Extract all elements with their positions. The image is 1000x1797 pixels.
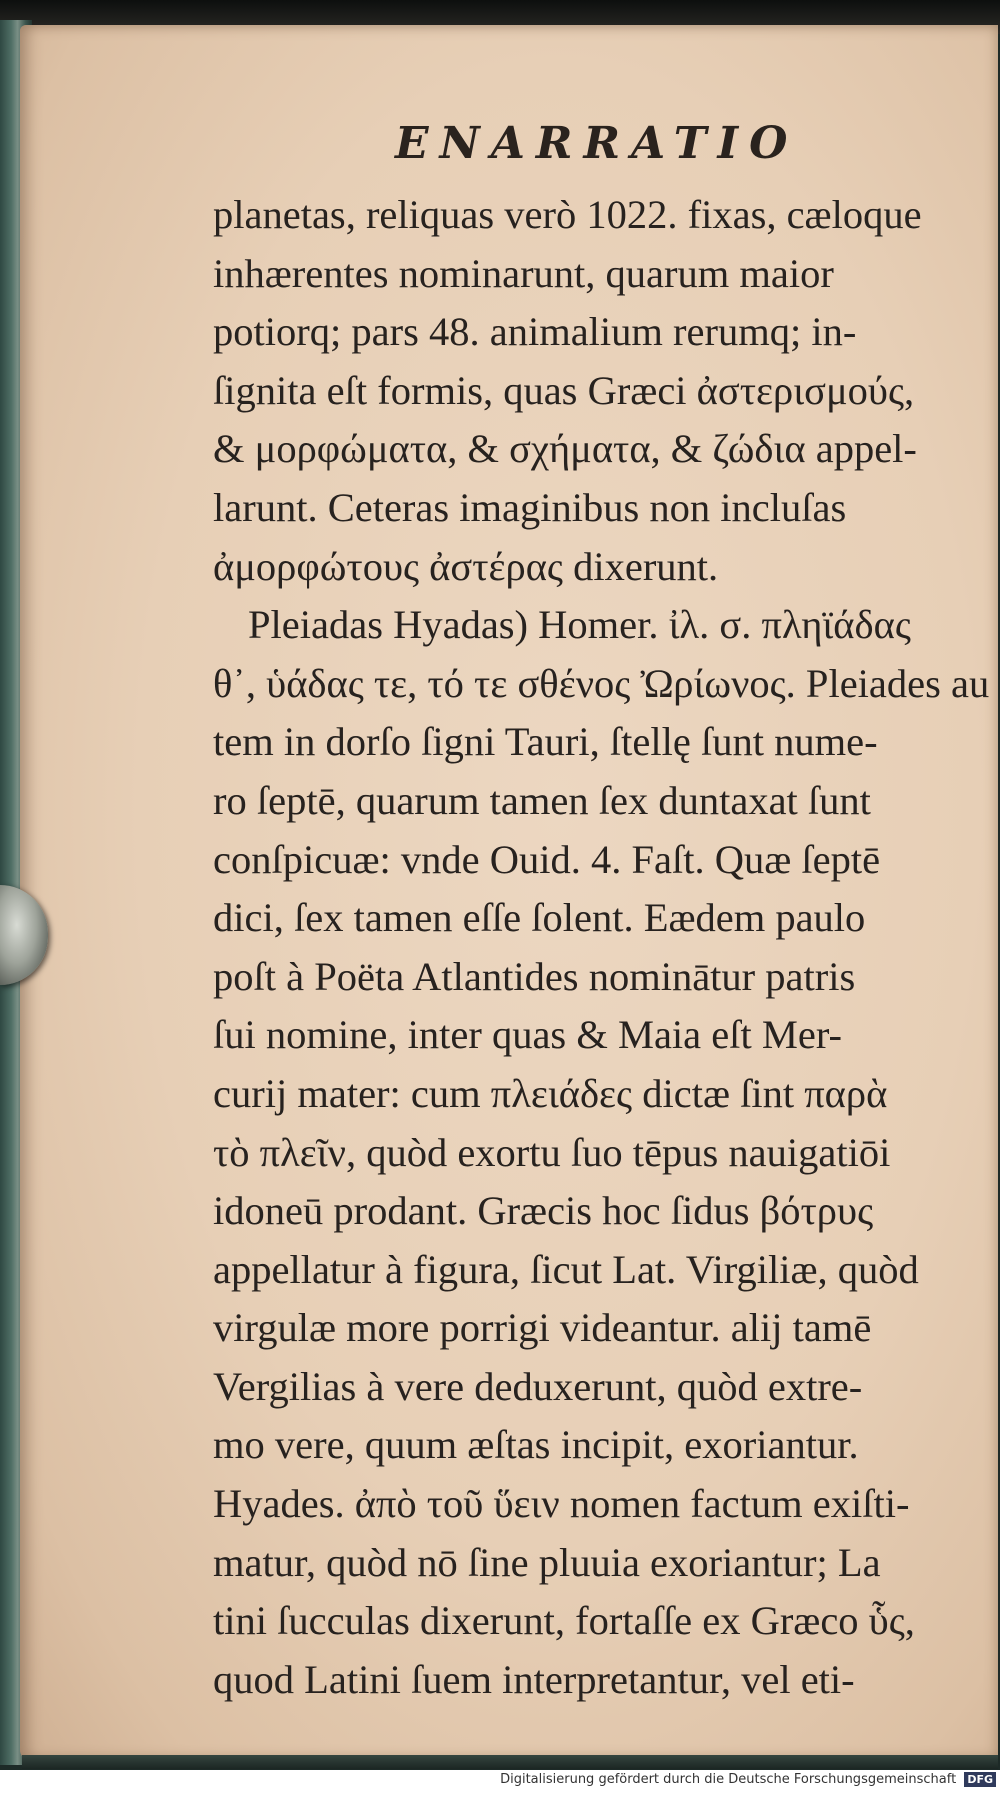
- body-text: [213, 186, 990, 1709]
- text-line: Vergilias à vere deduxerunt, quòd extre-: [213, 1363, 863, 1409]
- text-line: poſt à Poëta Atlantides nominātur patris: [213, 953, 856, 999]
- text-line: ἀμορφώτους ἀστέρας dixerunt.: [213, 543, 719, 589]
- text-line-lemma: Pleiadas Hyadas) Homer. ἰλ. σ. πληϊάδας: [248, 602, 911, 648]
- text-line: larunt. Ceteras imaginibus non incluſas: [213, 484, 847, 530]
- footer-credit-text: Digitalisierung gefördert durch die Deutsche Forschungsgemeinschaft: [500, 1772, 957, 1787]
- text-line: & μορφώματα, & σχήματα, & ζώδια appel-: [213, 426, 917, 472]
- text-line: potiorq; pars 48. animalium rerumq; in-: [213, 309, 857, 355]
- text-line: ro ſeptē, quarum tamen ſex duntaxat ſunt: [213, 777, 871, 823]
- digitization-footer: [0, 1772, 996, 1794]
- text-line: matur, quòd nō ſine pluuia exoriantur; La: [213, 1539, 881, 1585]
- text-line: conſpicuæ: vnde Ouid. 4. Faſt. Quæ ſeptē: [213, 836, 881, 882]
- text-line: ſignita eſt formis, quas Græci ἀστερισμούς,: [213, 367, 915, 413]
- dfg-logo: DFG: [964, 1772, 996, 1787]
- text-line: Hyades. ἀπὸ τοῦ ὕειν nomen factum exiſti-: [213, 1481, 910, 1527]
- page-bottom-edge: [22, 1755, 998, 1769]
- text-line: planetas, reliquas verò 1022. fixas, cæloque: [213, 192, 922, 237]
- text-line: mo vere, quum æſtas incipit, exoriantur.: [213, 1422, 859, 1468]
- text-line: ſui nomine, inter quas & Maia eſt Mer-: [213, 1012, 843, 1058]
- text-line: quod Latini ſuem interpretantur, vel eti-: [213, 1656, 855, 1702]
- text-line: τὸ πλεῖν, quòd exortu ſuo tēpus nauigatiōi: [213, 1129, 891, 1175]
- text-line: inhærentes nominarunt, quarum maior: [213, 250, 834, 296]
- text-line: curij mater: cum πλειάδες dictæ ſint παρὰ: [213, 1070, 888, 1116]
- running-head: ENARRATIO: [395, 118, 799, 169]
- text-line: dici, ſex tamen eſſe ſolent. Eædem paulo: [213, 895, 866, 941]
- text-line: idoneū prodant. Græcis hoc ſidus βότρυς: [213, 1188, 874, 1234]
- text-line: appellatur à figura, ſicut Lat. Virgiliæ, quòd: [213, 1246, 919, 1292]
- text-line: virgulæ more porrigi videantur. alij tamē: [213, 1305, 872, 1351]
- text-line: tini ſucculas dixerunt, fortaſſe ex Græco ὗς,: [213, 1598, 915, 1644]
- text-line: θ᾽, ὑάδας τε, τό τε σθένος Ὠρίωνος. Pleiades au: [213, 660, 990, 706]
- text-line: tem in dorſo ſigni Tauri, ſtellę ſunt nume-: [213, 719, 878, 765]
